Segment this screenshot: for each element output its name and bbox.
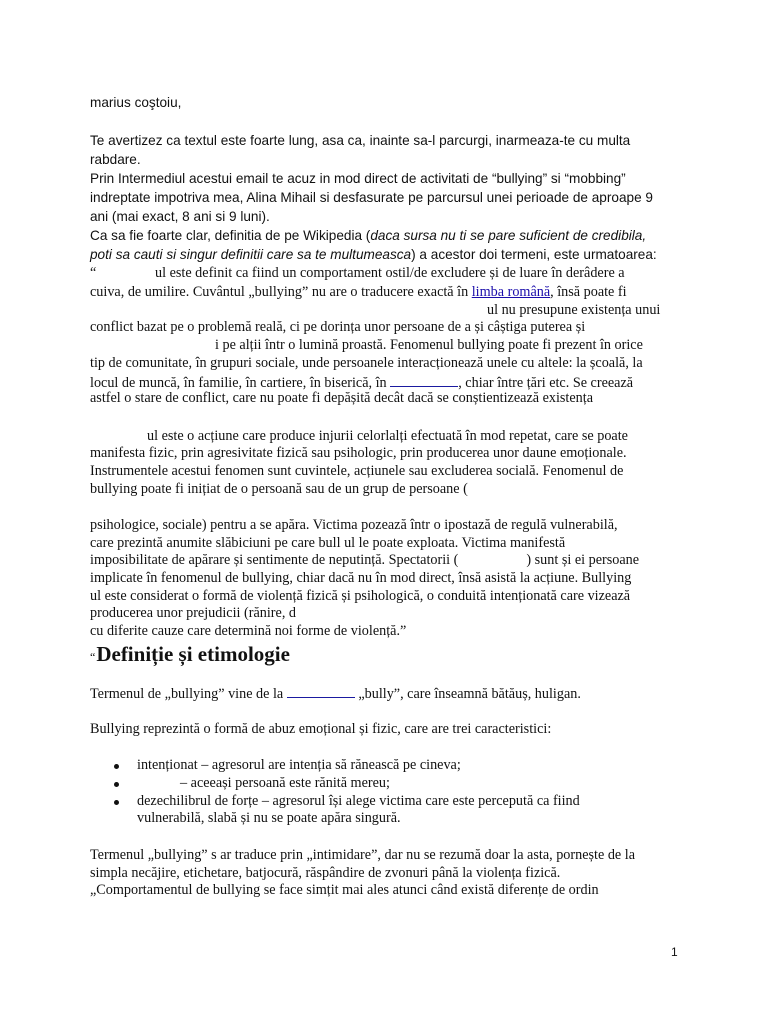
- greeting: marius coştoiu,: [90, 95, 182, 110]
- section-text: Termenul de „bullying” vine de la: [90, 686, 287, 702]
- page-number: 1: [671, 945, 678, 959]
- heading-quote-mark: “: [90, 650, 96, 664]
- quote-text: , chiar între țări etc. Se creează: [458, 375, 634, 391]
- quote-line: astfel o stare de conflict, care nu poate fi depășită decât dacă se conștientizează existența: [90, 390, 594, 406]
- quote-line: [90, 553, 639, 567]
- intro-line: Te avertizez ca textul este foarte lung, asa ca, inainte sa-l parcurgi, inarmeaza-te cu multa: [90, 133, 631, 148]
- heading-text: Definiție și etimologie: [96, 642, 290, 666]
- intro-line: indreptate impotriva mea, Alina Mihail si desfasurate pe parcursul unei perioade de aproape 9: [90, 190, 653, 205]
- quote-open-mark: “: [90, 265, 97, 281]
- blank-link: [390, 374, 458, 387]
- quote-line: care prezintă anumite slăbiciuni pe care bull ul le poate exploata. Victima manifestă: [90, 535, 566, 551]
- quote-line: ul nu presupune existența unui: [487, 302, 661, 318]
- section-heading: [90, 644, 290, 665]
- section-paragraph: simpla necăjire, etichetare, batjocură, răspândire de zvonuri până la violența fizică.: [90, 865, 561, 881]
- quote-line: [90, 374, 633, 390]
- intro-italic-text: daca sursa nu ti se pare suficient de credibila,: [370, 228, 647, 243]
- intro-line: ani (mai exact, 8 ani si 9 luni).: [90, 209, 270, 224]
- limba-romana-link[interactable]: limba română: [471, 284, 551, 300]
- quote-line: ul este definit ca fiind un comportament ostil/de excludere și de luare în derâdere a: [155, 265, 625, 281]
- intro-text: ) a acestor doi termeni, este urmatoarea:: [411, 247, 657, 262]
- quote-text: imposibilitate de apărare și sentimente de neputință. Spectatorii (: [90, 552, 459, 568]
- section-paragraph: Termenul „bullying” s ar traduce prin „intimidare”, dar nu se rezumă doar la asta, pornește de la: [90, 847, 635, 863]
- intro-line: Prin Intermediul acestui email te acuz in mod direct de activitati de “bullying” si “mobbing”: [90, 171, 626, 186]
- quote-line: cu diferite cauze care determină noi forme de violență.”: [90, 623, 407, 639]
- quote-text: cuiva, de umilire. Cuvântul „bullying” nu are o traducere exactă în: [90, 284, 472, 300]
- quote-text: , însă poate fi: [550, 284, 627, 300]
- bullet-dot: [114, 800, 119, 805]
- bullet-item: dezechilibrul de forțe – agresorul își alege victima care este percepută ca fiind: [137, 793, 580, 809]
- section-text: „bully”, care înseamnă bătăuș, huligan.: [354, 686, 581, 702]
- intro-line: [90, 229, 646, 243]
- quote-line: [90, 285, 627, 299]
- quote-line: manifesta fizic, prin agresivitate fizică sau psihologic, prin producerea unor daune emoționale.: [90, 445, 627, 461]
- section-paragraph: [90, 685, 581, 701]
- quote-line: implicate în fenomenul de bullying, chiar dacă nu în mod direct, însă asistă la acțiune. Bullying: [90, 570, 632, 586]
- quote-line: conflict bazat pe o problemă reală, ci pe dorința unor persoane de a și câștiga puterea și: [90, 319, 586, 335]
- bullet-item-continued: vulnerabilă, slabă și nu se poate apăra singură.: [137, 810, 401, 826]
- section-paragraph: „Comportamentul de bullying se face simțit mai ales atunci când există diferențe de ordin: [90, 882, 599, 898]
- quote-line: bullying poate fi inițiat de o persoană sau de un grup de persoane (: [90, 481, 468, 497]
- intro-italic-text: poti sa cauti si singur definitii care sa te multumeasca: [90, 247, 412, 262]
- intro-line: [90, 248, 657, 262]
- bullet-dot: [114, 764, 119, 769]
- quote-line: producerea unor prejudicii (rănire, d: [90, 605, 297, 621]
- quote-text: locul de muncă, în familie, în cartiere, în biserică, în: [90, 375, 391, 391]
- quote-line: psihologice, sociale) pentru a se apăra. Victima pozează într o ipostază de regulă vulnerabilă,: [90, 517, 618, 533]
- intro-line: rabdare.: [90, 152, 141, 167]
- quote-text: ) sunt și ei persoane: [526, 552, 640, 568]
- intro-text: Ca sa fie foarte clar, definitia de pe Wikipedia (: [90, 228, 371, 243]
- bullet-item: intenționat – agresorul are intenția să rănească pe cineva;: [137, 757, 461, 773]
- bullet-dot: [114, 782, 119, 787]
- quote-line: tip de comunitate, în grupuri sociale, unde persoanele interacționează unele cu altele: la școală, la: [90, 355, 643, 371]
- quote-line: Instrumentele acestui fenomen sunt cuvintele, acțiunele sau excluderea socială. Fenomenul de: [90, 463, 624, 479]
- blank-link: [287, 685, 355, 698]
- quote-line: ul este o acțiune care produce injurii celorlalți efectuată în mod repetat, care se poate: [147, 428, 628, 444]
- bullet-item: – aceeași persoană este rănită mereu;: [180, 775, 390, 791]
- quote-line: ul este considerat o formă de violență fizică și psihologică, o conduită intenționată care vizează: [90, 588, 631, 604]
- section-paragraph: Bullying reprezintă o formă de abuz emoțional și fizic, care are trei caracteristici:: [90, 721, 552, 737]
- quote-line: i pe alții într o lumină proastă. Fenomenul bullying poate fi prezent în orice: [215, 337, 643, 353]
